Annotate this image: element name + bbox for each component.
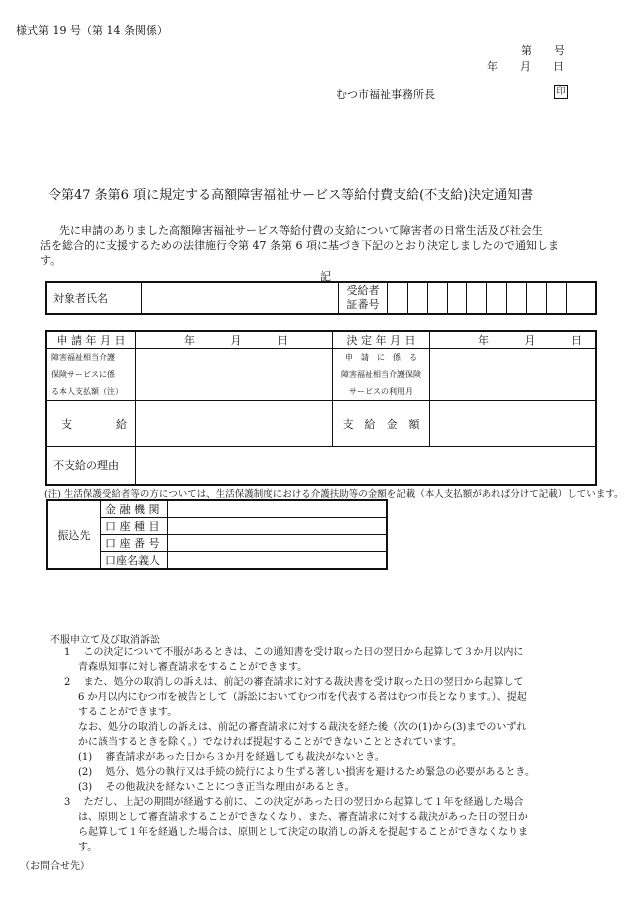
certificate-digit: [546, 282, 566, 314]
intro-line-3: す。: [40, 254, 62, 267]
intro-line-1: 先に申請のありました高額障害福祉サービス等給付費の支給について障害者の日常生活及び社会生: [59, 224, 543, 237]
account-type-label: 口 座 種 目: [101, 518, 168, 535]
recipient-table: [45, 281, 597, 315]
certificate-number-label: 受給者 証番号: [339, 282, 388, 314]
certificate-digit: [467, 282, 487, 314]
payment-amount-value: [430, 401, 597, 447]
issue-date: 年 月 日: [487, 60, 564, 73]
certificate-digit: [507, 282, 527, 314]
account-holder-label: 口座名義人: [101, 552, 168, 570]
decision-date-label: 決 定 年 月 日: [333, 331, 430, 349]
appeal-text: 1 この決定について不服があるときは、この通知書を受け取った日の翌日から起算して３か月以内に 青森県知事に対し審査請求をすることができます。 2 また、処分の取消しの訴えは、前記の審査請求に対する裁決書を受け取った日の翌日から起算して 6 か月以内にむつ市を被告として（訴訟においてむつ市を代表する者はむつ市長となります。）、提起 することができます。 なお、処分の取消しの訴えは、前記の審査請求に対する裁決を経た後（次の(1)から(3)までのいずれ かに該当するときを除く。）でなければ提起することができないこととされています。 (1) 審査請求があった日から３か月を経過しても裁決がないとき。 (2) 処分、処分の執行又は手続の続行により生ずる著しい損害を避けるため緊急の必要があるとき。 (3) その他裁決を経ないことにつき正当な理由があるとき。 3 ただし、上記の期間が経過する前に、この決定があった日の翌日から起算して１年を経過した場合 は、原則として審査請求することができなくなり、また、審査請求に対する裁決があった日の翌日か ら起算して１年を経過した場合は、原則として決定の取消しの訴えを提起することができなくなりま す。: [64, 647, 535, 853]
certificate-digit: [407, 282, 427, 314]
bank-label: 金 融 機 関: [101, 500, 168, 518]
payment-amount-label: 支 給 金 額: [333, 401, 430, 447]
account-number-value: [168, 535, 388, 552]
form-number: 様式第 19 号（第 14 条関係）: [16, 24, 168, 37]
apply-date-value: 年 月 日: [136, 331, 333, 349]
seal-stamp: 印: [554, 85, 568, 99]
appeal-heading: 不服申立て及び取消訴訟: [50, 635, 160, 646]
apply-date-label: 申 請 年 月 日: [46, 331, 136, 349]
recipient-name-label: 対象者氏名: [46, 282, 142, 314]
copay-amount-label: 障害福祉相当介護 保険サービスに係 る本人支払額（注）: [46, 349, 136, 401]
copay-amount-value: [136, 349, 333, 401]
certificate-digit: [427, 282, 447, 314]
document-title: 令第47 条第6 項に規定する高額障害福祉サービス等給付費支給(不支給)決定通知書: [48, 188, 534, 203]
account-number-label: 口 座 番 号: [101, 535, 168, 552]
certificate-digit: [447, 282, 467, 314]
non-payment-reason-value: [136, 447, 597, 485]
decision-table: [45, 330, 597, 486]
non-payment-reason-label: 不支給の理由: [46, 447, 136, 485]
account-type-value: [168, 518, 388, 535]
usage-month-label: 申 請 に 係 る 障害福祉相当介護保険 サービスの利用月: [333, 349, 430, 401]
intro-line-2: 活を総合的に支援するための法律施行令第 47 条第 6 項に基づき下記のとおり決定しましたので通知しま: [40, 239, 559, 252]
ki-label: 記: [320, 270, 331, 283]
issuer-name: むつ市福祉事務所長: [336, 88, 435, 101]
payment-label: 支 給: [46, 401, 136, 447]
account-holder-value: [168, 552, 388, 570]
certificate-digit: [487, 282, 507, 314]
bank-value: [168, 500, 388, 518]
recipient-name-value: [142, 282, 339, 314]
payment-value: [136, 401, 333, 447]
certificate-digit: [526, 282, 546, 314]
document-number: 第 号: [521, 44, 565, 57]
contact-label: （お問合せ先）: [20, 861, 90, 872]
usage-month-value: [430, 349, 597, 401]
certificate-digit: [566, 282, 596, 314]
transfer-table: [46, 499, 388, 570]
footnote: (注) 生活保護受給者等の方については、生活保護制度における介護扶助等の金額を記載（本人支払額があれば分けて記載）しています。: [44, 489, 624, 500]
decision-date-value: 年 月 日: [430, 331, 597, 349]
transfer-label: 振込先: [47, 500, 101, 569]
certificate-digit: [388, 282, 408, 314]
